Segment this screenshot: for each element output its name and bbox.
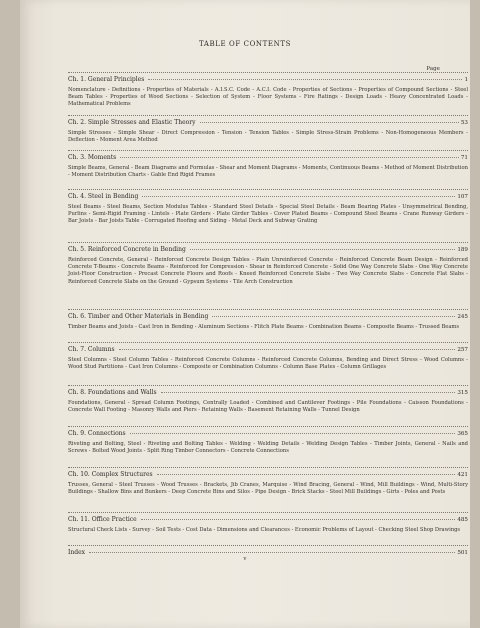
- chapter-title: Ch. 8. Foundations and Walls: [68, 389, 157, 396]
- chapter-page-number: 107: [457, 194, 468, 200]
- toc-entry: [68, 115, 468, 144]
- toc-entry: [68, 545, 468, 556]
- chapter-description: Steel Beams - Steel Beams, Section Modulus Tables - Standard Steel Details - Special Steel Details - Beam Bearing Plates - Unsymmetrical Bending, Purlins - Semi-Rigid Framing - Lintels - Plate Girders - Plate Girder Tables - Cover Plated Beams - Compound Steel Beams - Crane Runway Girders - Bar Joists - Bar Joists Table - Corrugated Roofing and Siding - Metal Deck and Subway Grating: [68, 204, 468, 225]
- toc-entry: [68, 342, 468, 371]
- entry-heading-line: [68, 389, 468, 396]
- chapter-description: Nomenclature - Definitions - Properties of Materials - A.I.S.C. Code - A.C.I. Code - Properties of Sections - Properties of Compound Sections - Steel Beam Tables - Properties of Wood Sections - Selection of System - Floor Systems - Fire Ratings - Design Loads - Heavy Concentrated Loads - Mathematical Problems: [68, 87, 468, 108]
- toc-entry: [68, 385, 468, 414]
- chapter-page-number: 485: [457, 517, 468, 523]
- chapter-page-number: 365: [457, 431, 468, 437]
- chapter-page-number: 71: [460, 155, 468, 161]
- entry-divider: [68, 309, 468, 310]
- entry-divider: [68, 467, 468, 468]
- entry-divider: [68, 545, 468, 546]
- chapter-title: Ch. 5. Reinforced Concrete in Bending: [68, 246, 186, 253]
- entry-divider: [68, 72, 468, 73]
- dot-leader: [161, 392, 456, 393]
- toc-entry: [68, 72, 468, 109]
- toc-entry: [68, 512, 468, 534]
- dot-leader: [89, 552, 455, 553]
- entry-heading-line: [68, 471, 468, 478]
- entry-divider: [68, 189, 468, 190]
- toc-entry: [68, 150, 468, 179]
- chapter-page-number: 421: [457, 472, 468, 478]
- entry-divider: [68, 242, 468, 243]
- dot-leader: [142, 196, 455, 197]
- entry-divider: [68, 342, 468, 343]
- page-number: v: [243, 556, 247, 562]
- chapter-description: Steel Columns - Steel Column Tables - Reinforced Concrete Columns - Reinforced Concrete Columns, Bending and Direct Stress - Wood Columns - Wood Stud Partitions - Cast Iron Columns - Composite or Combination Columns - Column Base Plates - Column Grillages: [68, 357, 468, 371]
- chapter-title: Ch. 10. Complex Structures: [68, 471, 153, 478]
- chapter-description: Timber Beams and Joists - Cast Iron in Bending - Aluminum Sections - Flitch Plate Beams - Combination Beams - Composite Beams - Trussed Beams: [68, 324, 460, 330]
- toc-entry: [68, 467, 468, 496]
- chapter-title: Ch. 9. Connections: [68, 430, 126, 437]
- chapter-title: Ch. 4. Steel in Bending: [68, 193, 139, 200]
- chapter-title: Ch. 1. General Principles: [68, 76, 145, 83]
- dot-leader: [130, 433, 456, 434]
- entry-heading-line: [68, 76, 468, 83]
- chapter-description: Riveting and Bolting, Steel - Riveting and Bolting Tables - Welding - Welding Details - Welding Design Tables - Timber Joints, General - Nails and Screws - Bolted Wood Joints - Split Ring Timber Connectors - Concrete Connections: [68, 441, 468, 455]
- chapter-page-number: 315: [457, 390, 468, 396]
- chapter-page-number: 1: [464, 77, 468, 83]
- toc-entry: [68, 242, 468, 286]
- entry-heading-line: [68, 246, 468, 253]
- dot-leader: [200, 122, 459, 123]
- book-page: [20, 0, 470, 628]
- chapter-title: Ch. 3. Moments: [68, 154, 117, 161]
- toc-entry: [68, 189, 468, 226]
- toc-entry: [68, 309, 468, 331]
- entry-heading-line: [68, 119, 468, 126]
- entry-divider: [68, 426, 468, 427]
- chapter-title: Ch. 2. Simple Stresses and Elastic Theory: [68, 119, 196, 126]
- entry-heading-line: [68, 193, 468, 200]
- entry-heading-line: [68, 549, 468, 556]
- dot-leader: [141, 519, 456, 520]
- entry-heading-line: [68, 430, 468, 437]
- chapter-description: Reinforced Concrete, General - Reinforced Concrete Design Tables - Plain Unreinforced Concrete - Reinforced Concrete Beam Design - Reinforced Concrete T-Beams - Concrete Beams - Reinforced for Compression - Shear in Reinforced Concrete - Solid One Way Concrete Slabs - One Way Concrete Joist-Floor Construction - Precast Concrete Floors and Roofs - Kneed Reinforced Concrete Slabs - Two Way Concrete Slabs - Concrete Flat Slabs - Reinforced Concrete Slabs on the Ground - Gypsum Systems - Tile Arch Construction: [68, 257, 468, 285]
- chapter-page-number: 53: [460, 120, 468, 126]
- page-column-header: Page: [426, 66, 440, 72]
- entry-divider: [68, 115, 468, 116]
- chapter-description: Foundations, General - Spread Column Footings, Centrally Loaded - Combined and Cantilever Footings - Pile Foundations - Caisson Foundations - Concrete Wall Footing - Masonry Walls and Piers - Retaining Walls - Basement Retaining Walls - Tunnel Design: [68, 400, 468, 414]
- dot-leader: [157, 474, 456, 475]
- chapter-page-number: 501: [457, 550, 468, 556]
- entry-heading-line: [68, 346, 468, 353]
- dot-leader: [190, 249, 456, 250]
- chapter-title: Index: [68, 549, 86, 556]
- dot-leader: [120, 157, 459, 158]
- chapter-page-number: 245: [457, 314, 468, 320]
- entry-heading-line: [68, 516, 468, 523]
- chapter-description: Trusses, General - Steel Trusses - Wood Trusses - Brackets, Jib Cranes, Marquise - Wind Bracing, General - Wind, Mill Buildings - Wind, Multi-Story Buildings - Shallow Bins and Bunkers - Deep Concrete Bins and Silos - Pipe Design - Brick Stacks - Steel Mill Buildings - Girts - Poles and Posts: [68, 482, 468, 496]
- entry-heading-line: [68, 313, 468, 320]
- entry-divider: [68, 150, 468, 151]
- entry-divider: [68, 385, 468, 386]
- page-title: TABLE OF CONTENTS: [198, 40, 292, 48]
- entry-divider: [68, 512, 468, 513]
- chapter-description: Structural Check Lists - Survey - Soil Tests - Cost Data - Dimensions and Clearances - Economic Problems of Layout - Checking Steel Shop Drawings: [68, 527, 461, 533]
- dot-leader: [119, 349, 456, 350]
- entry-heading-line: [68, 154, 468, 161]
- toc-entry: [68, 426, 468, 455]
- dot-leader: [148, 79, 462, 80]
- chapter-title: Ch. 7. Columns: [68, 346, 115, 353]
- dot-leader: [212, 316, 455, 317]
- chapter-page-number: 189: [457, 247, 468, 253]
- chapter-title: Ch. 11. Office Practice: [68, 516, 137, 523]
- chapter-description: Simple Beams, General - Beam Diagrams and Formulas - Shear and Moment Diagrams - Moments, Continuous Beams - Method of Moment Distribution - Moment Distribution Charts - Gable End Rigid Frames: [68, 165, 468, 179]
- chapter-title: Ch. 6. Timber and Other Materials in Bending: [68, 313, 209, 320]
- chapter-page-number: 257: [457, 347, 468, 353]
- chapter-description: Simple Stresses - Simple Shear - Direct Compression - Tension - Tension Tables - Simple Stress-Strain Problems - Non-Homogeneous Members - Deflection - Moment Area Method: [68, 130, 468, 144]
